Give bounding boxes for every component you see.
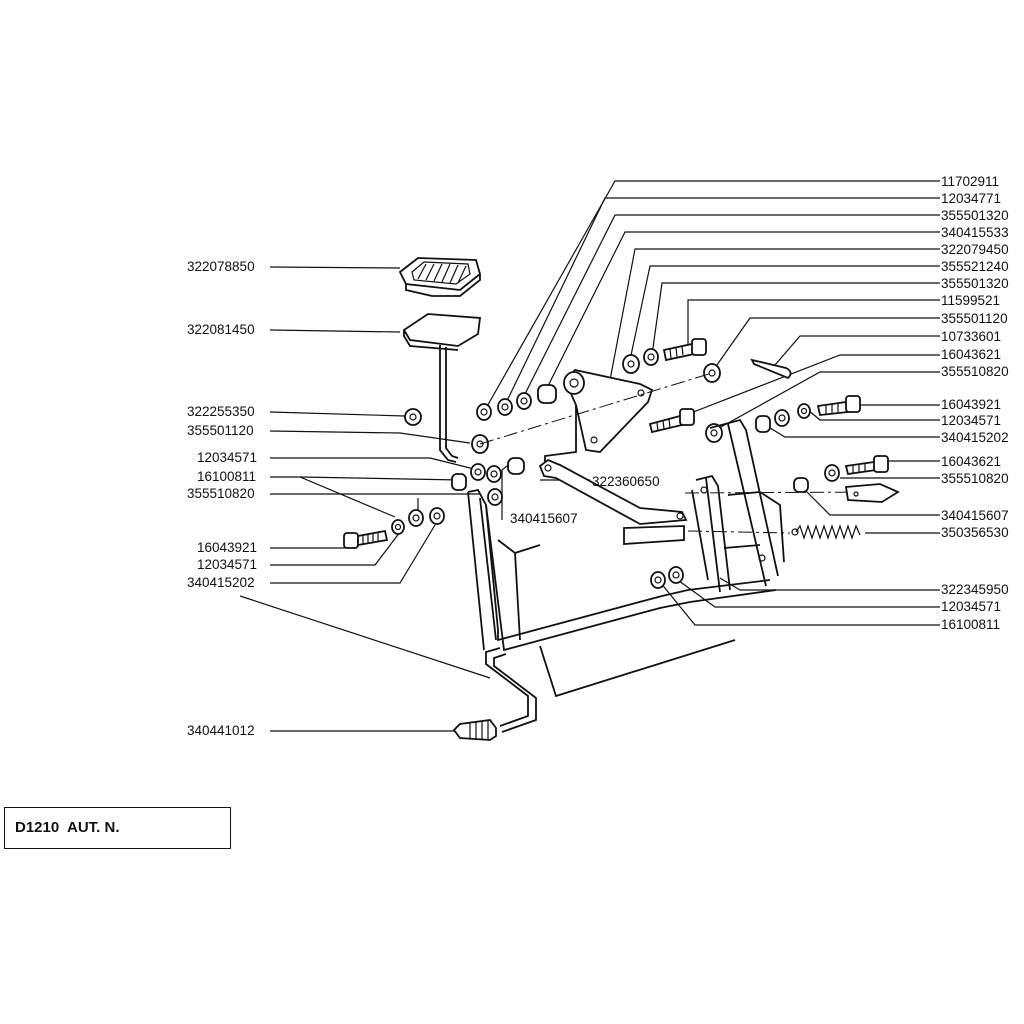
- label-inline: 322360650: [592, 474, 660, 489]
- label-right: 355510820: [941, 364, 1009, 379]
- label-right: 355501120: [941, 311, 1008, 326]
- hand-crank-rod: [454, 648, 536, 740]
- label-left: 355510820: [187, 486, 255, 501]
- label-left: 322255350: [187, 404, 255, 419]
- label-left: 16043921: [197, 540, 258, 555]
- bellcrank-plate: [545, 370, 652, 470]
- bolt-left: [344, 531, 387, 548]
- link-rod: [540, 460, 686, 544]
- drawing-caption: D1210 AUT. N.: [15, 819, 120, 836]
- bolt-middle: [650, 409, 694, 432]
- label-left: 12034571: [197, 450, 258, 465]
- label-right: 12034771: [941, 191, 1002, 206]
- pedal-arm: [404, 314, 480, 462]
- rubber-bushing: [405, 409, 421, 425]
- drawing-caption-box: [4, 807, 231, 849]
- washers-lower-right: [651, 567, 683, 588]
- label-right: 355501320: [941, 208, 1009, 223]
- label-left: 340441012: [187, 723, 255, 738]
- label-right: 11599521: [941, 293, 1001, 308]
- label-left: 12034571: [197, 557, 258, 572]
- bolt-right-lower: [846, 456, 888, 474]
- main-frame: [468, 420, 784, 650]
- label-right: 322345950: [941, 582, 1009, 597]
- label-right: 340415533: [941, 225, 1009, 240]
- label-right: 16043621: [941, 454, 1002, 469]
- return-spring: [792, 526, 860, 538]
- label-left: 322081450: [187, 322, 255, 337]
- label-right: 16043621: [941, 347, 1002, 362]
- split-pin: [752, 360, 791, 378]
- label-right: 355510820: [941, 471, 1009, 486]
- label-right: 350356530: [941, 525, 1009, 540]
- label-inline: 340415607: [510, 511, 578, 526]
- tapered-pin: [846, 484, 898, 502]
- bolt-upper: [664, 339, 706, 360]
- label-right: 340415202: [941, 430, 1009, 445]
- label-right: 11702911: [941, 174, 1000, 189]
- label-right: 16100811: [941, 617, 1001, 632]
- label-left: 322078850: [187, 259, 255, 274]
- bolt-right-upper: [818, 396, 860, 415]
- part-labels-left: [187, 259, 257, 738]
- label-right: 10733601: [941, 329, 1002, 344]
- label-right: 355501320: [941, 276, 1009, 291]
- lower-box: [498, 540, 735, 696]
- label-right: 355521240: [941, 259, 1009, 274]
- washers-left-cluster: [392, 435, 524, 534]
- label-left: 16100811: [197, 469, 257, 484]
- washers-right-cluster: [756, 404, 839, 492]
- label-right: 16043921: [941, 397, 1002, 412]
- label-right: 12034571: [941, 413, 1002, 428]
- pedal-rubber-pad: [400, 258, 480, 296]
- label-right: 340415607: [941, 508, 1009, 523]
- label-left: 340415202: [187, 575, 255, 590]
- label-right: 12034571: [941, 599, 1002, 614]
- part-labels-right: [941, 174, 1009, 632]
- label-right: 322079450: [941, 242, 1009, 257]
- label-left: 355501120: [187, 423, 254, 438]
